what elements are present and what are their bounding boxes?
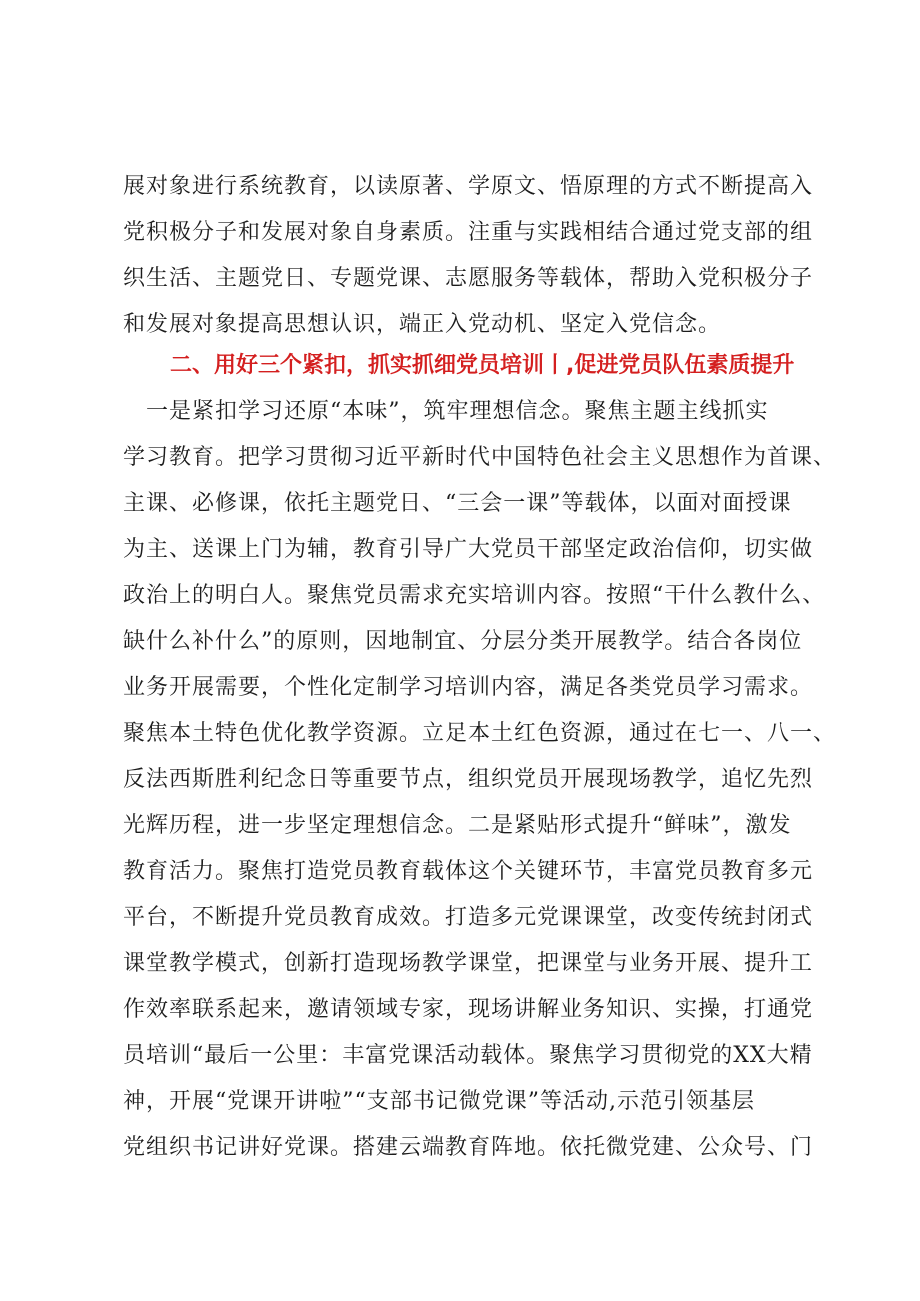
text-line: 学习教育。把学习贯彻习近平新时代中国特色社会主义思想作为首课、 [123,445,837,470]
text-line: 神，开展“党课开讲啦”“支部书记微党课”等活动,示范引领基层 [123,1089,755,1114]
text-line: 和发展对象提高思想认识，端正入党动机、坚定入党信念。 [123,312,722,337]
text-line: 党积极分子和发展对象自身素质。注重与实践相结合通过党支部的组 [123,220,814,245]
text-line: 聚焦本土特色优化教学资源。立足本土红色资源，通过在七一、八一、 [123,721,837,746]
text-line: 为主、送课上门为辅，教育引导广大党员干部坚定政治信仰，切实做 [123,537,814,562]
text-line: 作效率联系起来，邀请领域专家，现场讲解业务知识、实操，打通党 [123,997,814,1022]
text-line: 教育活力。聚焦打造党员教育载体这个关键环节，丰富党员教育多元 [123,859,814,884]
text-line: 主课、必修课，依托主题党日、“三会一课”等载体，以面对面授课 [123,491,792,516]
text-line: 织生活、主题党日、专题党课、志愿服务等载体，帮助入党积极分子 [123,266,814,291]
text-line: 展对象进行系统教育，以读原著、学原文、悟原理的方式不断提高入 [123,174,814,199]
text-line: 一是紧扣学习还原“本味”，筑牢理想信念。聚焦主题主线抓实 [123,399,769,424]
text-line: 课堂教学模式，创新打造现场教学课堂，把课堂与业务开展、提升工 [123,951,814,976]
text-line: 缺什么补什么”的原则，因地制宜、分层分类开展教学。结合各岗位 [123,629,803,654]
text-line: 反法西斯胜利纪念日等重要节点，组织党员开展现场教学，追忆先烈 [123,767,814,792]
text-line: 平台，不断提升党员教育成效。打造多元党课课堂，改变传统封闭式 [123,905,814,930]
section-heading: 二、用好三个紧扣，抓实抓细党员培训丨,促进党员队伍素质提升 [170,353,795,378]
text-line: 党组织书记讲好党课。搭建云端教育阵地。依托微党建、公众号、门 [123,1135,814,1160]
text-line: 业务开展需要，个性化定制学习培训内容，满足各类党员学习需求。 [123,675,814,700]
text-line: 光辉历程，进一步坚定理想信念。二是紧贴形式提升“鲜味”，激发 [123,813,792,838]
text-line: 员培训“最后一公里：丰富党课活动载体。聚焦学习贯彻党的XX大精 [123,1043,813,1068]
text-line: 政治上的明白人。聚焦党员需求充实培训内容。按照“干什么教什么、 [123,583,826,608]
